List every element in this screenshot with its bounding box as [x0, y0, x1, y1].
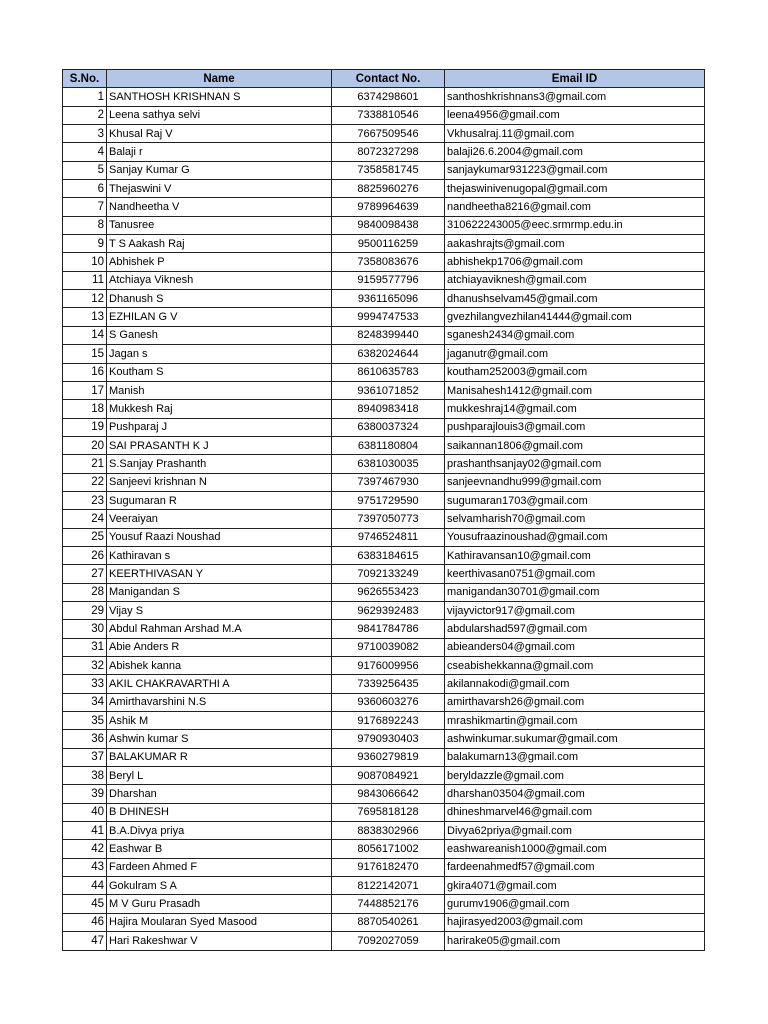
- row-sno: 10: [63, 253, 107, 271]
- table-row: [63, 400, 705, 418]
- row-contact: 9841784786: [332, 620, 445, 638]
- row-sno: 37: [63, 748, 107, 766]
- row-email: gurumv1906@gmail.com: [445, 895, 705, 913]
- row-sno: 12: [63, 290, 107, 308]
- row-sno: 47: [63, 932, 107, 950]
- table-row: [63, 418, 705, 436]
- row-email: atchiayaviknesh@gmail.com: [445, 271, 705, 289]
- row-sno: 15: [63, 345, 107, 363]
- row-contact: 9360603276: [332, 693, 445, 711]
- row-email: jaganutr@gmail.com: [445, 345, 705, 363]
- row-email: mukkeshraj14@gmail.com: [445, 400, 705, 418]
- email-header: Email ID: [445, 70, 705, 88]
- row-contact: 8056171002: [332, 840, 445, 858]
- table-row: [63, 125, 705, 143]
- row-name: Yousuf Raazi Noushad: [107, 528, 332, 546]
- row-contact: 8838302966: [332, 822, 445, 840]
- row-contact: 7358083676: [332, 253, 445, 271]
- row-email: Kathiravansan10@gmail.com: [445, 546, 705, 564]
- row-sno: 4: [63, 143, 107, 161]
- row-sno: 43: [63, 858, 107, 876]
- table-row: [63, 601, 705, 619]
- row-contact: 9840098438: [332, 216, 445, 234]
- row-name: Atchiaya Viknesh: [107, 271, 332, 289]
- row-name: Dhanush S: [107, 290, 332, 308]
- row-sno: 11: [63, 271, 107, 289]
- row-name: Khusal Raj V: [107, 125, 332, 143]
- contact-header: Contact No.: [332, 70, 445, 88]
- row-contact: 7339256435: [332, 675, 445, 693]
- row-name: Beryl L: [107, 767, 332, 785]
- row-sno: 42: [63, 840, 107, 858]
- row-name: Abishek kanna: [107, 657, 332, 675]
- row-contact: 7338810546: [332, 106, 445, 124]
- table-row: [63, 455, 705, 473]
- table-row: [63, 932, 705, 950]
- row-email: nandheetha8216@gmail.com: [445, 198, 705, 216]
- row-sno: 18: [63, 400, 107, 418]
- table-row: [63, 271, 705, 289]
- row-name: M V Guru Prasadh: [107, 895, 332, 913]
- table-row: [63, 913, 705, 931]
- row-contact: 7092027059: [332, 932, 445, 950]
- row-contact: 9176182470: [332, 858, 445, 876]
- row-contact: 7448852176: [332, 895, 445, 913]
- row-sno: 24: [63, 510, 107, 528]
- row-sno: 17: [63, 381, 107, 399]
- row-sno: 1: [63, 88, 107, 106]
- row-email: prashanthsanjay02@gmail.com: [445, 455, 705, 473]
- row-email: Yousufraazinoushad@gmail.com: [445, 528, 705, 546]
- table-row: [63, 583, 705, 601]
- row-sno: 28: [63, 583, 107, 601]
- table-row: [63, 858, 705, 876]
- row-email: sganesh2434@gmail.com: [445, 326, 705, 344]
- table-row: [63, 546, 705, 564]
- row-sno: 6: [63, 180, 107, 198]
- table-row: [63, 748, 705, 766]
- row-email: eashwareanish1000@gmail.com: [445, 840, 705, 858]
- table-row: [63, 216, 705, 234]
- row-contact: 6383184615: [332, 546, 445, 564]
- row-email: balaji26.6.2004@gmail.com: [445, 143, 705, 161]
- row-contact: 7358581745: [332, 161, 445, 179]
- row-name: T S Aakash Raj: [107, 235, 332, 253]
- row-sno: 30: [63, 620, 107, 638]
- row-email: abieanders04@gmail.com: [445, 638, 705, 656]
- table-row: [63, 510, 705, 528]
- row-email: Manisahesh1412@gmail.com: [445, 381, 705, 399]
- row-email: hajirasyed2003@gmail.com: [445, 913, 705, 931]
- row-contact: 9629392483: [332, 601, 445, 619]
- row-name: Pushparaj J: [107, 418, 332, 436]
- row-name: Veeraiyan: [107, 510, 332, 528]
- row-name: Gokulram S A: [107, 877, 332, 895]
- row-name: Fardeen Ahmed F: [107, 858, 332, 876]
- row-sno: 19: [63, 418, 107, 436]
- row-name: Abhishek P: [107, 253, 332, 271]
- row-name: Vijay S: [107, 601, 332, 619]
- row-email: abhishekp1706@gmail.com: [445, 253, 705, 271]
- table-row: [63, 657, 705, 675]
- table-row: [63, 363, 705, 381]
- table-row: [63, 675, 705, 693]
- row-sno: 29: [63, 601, 107, 619]
- row-name: Sugumaran R: [107, 491, 332, 509]
- table-row: [63, 877, 705, 895]
- row-sno: 38: [63, 767, 107, 785]
- table-row: [63, 565, 705, 583]
- row-sno: 7: [63, 198, 107, 216]
- table-row: [63, 235, 705, 253]
- row-email: leena4956@gmail.com: [445, 106, 705, 124]
- row-name: Manigandan S: [107, 583, 332, 601]
- row-sno: 35: [63, 712, 107, 730]
- table-row: [63, 638, 705, 656]
- row-name: Balaji r: [107, 143, 332, 161]
- row-contact: 7397050773: [332, 510, 445, 528]
- contact-table: [62, 69, 705, 951]
- table-row: [63, 620, 705, 638]
- row-sno: 41: [63, 822, 107, 840]
- table-row: [63, 822, 705, 840]
- row-email: koutham252003@gmail.com: [445, 363, 705, 381]
- row-sno: 8: [63, 216, 107, 234]
- row-contact: 9500116259: [332, 235, 445, 253]
- row-email: selvamharish70@gmail.com: [445, 510, 705, 528]
- row-contact: 8248399440: [332, 326, 445, 344]
- row-sno: 9: [63, 235, 107, 253]
- row-name: Thejaswini V: [107, 180, 332, 198]
- table-row: [63, 180, 705, 198]
- row-name: Kathiravan s: [107, 546, 332, 564]
- row-email: gkira4071@gmail.com: [445, 877, 705, 895]
- table-row: [63, 198, 705, 216]
- row-email: beryldazzle@gmail.com: [445, 767, 705, 785]
- row-email: balakumarn13@gmail.com: [445, 748, 705, 766]
- row-sno: 25: [63, 528, 107, 546]
- row-sno: 22: [63, 473, 107, 491]
- row-email: akilannakodi@gmail.com: [445, 675, 705, 693]
- row-name: EZHILAN G V: [107, 308, 332, 326]
- row-name: S.Sanjay Prashanth: [107, 455, 332, 473]
- row-contact: 8072327298: [332, 143, 445, 161]
- row-sno: 31: [63, 638, 107, 656]
- row-email: sanjaykumar931223@gmail.com: [445, 161, 705, 179]
- table-row: [63, 491, 705, 509]
- row-contact: 9087084921: [332, 767, 445, 785]
- row-email: pushparajlouis3@gmail.com: [445, 418, 705, 436]
- row-email: keerthivasan0751@gmail.com: [445, 565, 705, 583]
- row-name: Koutham S: [107, 363, 332, 381]
- table-row: [63, 88, 705, 106]
- row-contact: 6382024644: [332, 345, 445, 363]
- table-row: [63, 730, 705, 748]
- row-contact: 9361071852: [332, 381, 445, 399]
- table-row: [63, 767, 705, 785]
- row-sno: 3: [63, 125, 107, 143]
- row-sno: 14: [63, 326, 107, 344]
- row-name: Ashik M: [107, 712, 332, 730]
- row-name: Amirthavarshini N.S: [107, 693, 332, 711]
- row-sno: 23: [63, 491, 107, 509]
- row-name: AKIL CHAKRAVARTHI A: [107, 675, 332, 693]
- row-name: Ashwin kumar S: [107, 730, 332, 748]
- row-contact: 9360279819: [332, 748, 445, 766]
- row-email: mrashikmartin@gmail.com: [445, 712, 705, 730]
- row-name: Abie Anders R: [107, 638, 332, 656]
- table-row: [63, 290, 705, 308]
- row-email: Vkhusalraj.11@gmail.com: [445, 125, 705, 143]
- row-name: SAI PRASANTH K J: [107, 436, 332, 454]
- row-name: Jagan s: [107, 345, 332, 363]
- table-row: [63, 161, 705, 179]
- row-name: KEERTHIVASAN Y: [107, 565, 332, 583]
- row-email: 310622243005@eec.srmrmp.edu.in: [445, 216, 705, 234]
- row-contact: 9751729590: [332, 491, 445, 509]
- name-header: Name: [107, 70, 332, 88]
- row-contact: 7695818128: [332, 803, 445, 821]
- header-row: [63, 70, 705, 88]
- row-email: harirake05@gmail.com: [445, 932, 705, 950]
- row-sno: 32: [63, 657, 107, 675]
- row-contact: 9790930403: [332, 730, 445, 748]
- row-name: Mukkesh Raj: [107, 400, 332, 418]
- row-email: abdularshad597@gmail.com: [445, 620, 705, 638]
- row-contact: 9159577796: [332, 271, 445, 289]
- table-row: [63, 308, 705, 326]
- row-contact: 8825960276: [332, 180, 445, 198]
- row-contact: 6381180804: [332, 436, 445, 454]
- row-name: B.A.Divya priya: [107, 822, 332, 840]
- table-row: [63, 345, 705, 363]
- row-contact: 9361165096: [332, 290, 445, 308]
- row-contact: 8610635783: [332, 363, 445, 381]
- row-sno: 40: [63, 803, 107, 821]
- row-sno: 26: [63, 546, 107, 564]
- row-sno: 36: [63, 730, 107, 748]
- table-row: [63, 143, 705, 161]
- table-row: [63, 693, 705, 711]
- row-name: B DHINESH: [107, 803, 332, 821]
- table-row: [63, 326, 705, 344]
- row-email: gvezhilangvezhilan41444@gmail.com: [445, 308, 705, 326]
- table-row: [63, 473, 705, 491]
- table-row: [63, 785, 705, 803]
- row-name: Hari Rakeshwar V: [107, 932, 332, 950]
- row-contact: 7397467930: [332, 473, 445, 491]
- row-contact: 8940983418: [332, 400, 445, 418]
- row-sno: 2: [63, 106, 107, 124]
- row-contact: 9626553423: [332, 583, 445, 601]
- row-contact: 9789964639: [332, 198, 445, 216]
- row-name: Hajira Moularan Syed Masood: [107, 913, 332, 931]
- row-contact: 8122142071: [332, 877, 445, 895]
- row-contact: 7092133249: [332, 565, 445, 583]
- row-email: dhineshmarvel46@gmail.com: [445, 803, 705, 821]
- row-email: sugumaran1703@gmail.com: [445, 491, 705, 509]
- row-email: manigandan30701@gmail.com: [445, 583, 705, 601]
- row-contact: 6374298601: [332, 88, 445, 106]
- row-name: Abdul Rahman Arshad M.A: [107, 620, 332, 638]
- row-sno: 34: [63, 693, 107, 711]
- row-contact: 9994747533: [332, 308, 445, 326]
- table-row: [63, 253, 705, 271]
- row-email: ashwinkumar.sukumar@gmail.com: [445, 730, 705, 748]
- row-name: SANTHOSH KRISHNAN S: [107, 88, 332, 106]
- table-row: [63, 381, 705, 399]
- row-sno: 39: [63, 785, 107, 803]
- row-name: BALAKUMAR R: [107, 748, 332, 766]
- row-sno: 46: [63, 913, 107, 931]
- row-email: fardeenahmedf57@gmail.com: [445, 858, 705, 876]
- row-name: S Ganesh: [107, 326, 332, 344]
- row-email: cseabishekkanna@gmail.com: [445, 657, 705, 675]
- row-email: dhanushselvam45@gmail.com: [445, 290, 705, 308]
- row-email: amirthavarsh26@gmail.com: [445, 693, 705, 711]
- row-name: Sanjay Kumar G: [107, 161, 332, 179]
- row-sno: 44: [63, 877, 107, 895]
- row-contact: 9176892243: [332, 712, 445, 730]
- row-sno: 33: [63, 675, 107, 693]
- row-sno: 13: [63, 308, 107, 326]
- table-row: [63, 803, 705, 821]
- row-email: thejaswinivenugopal@gmail.com: [445, 180, 705, 198]
- row-email: Divya62priya@gmail.com: [445, 822, 705, 840]
- row-name: Manish: [107, 381, 332, 399]
- row-contact: 9843066642: [332, 785, 445, 803]
- row-email: vijayvictor917@gmail.com: [445, 601, 705, 619]
- table-row: [63, 895, 705, 913]
- row-name: Sanjeevi krishnan N: [107, 473, 332, 491]
- row-contact: 9746524811: [332, 528, 445, 546]
- row-email: aakashrajts@gmail.com: [445, 235, 705, 253]
- row-email: santhoshkrishnans3@gmail.com: [445, 88, 705, 106]
- sno-header: S.No.: [63, 70, 107, 88]
- row-contact: 9710039082: [332, 638, 445, 656]
- row-contact: 9176009956: [332, 657, 445, 675]
- row-contact: 6380037324: [332, 418, 445, 436]
- row-name: Leena sathya selvi: [107, 106, 332, 124]
- row-email: saikannan1806@gmail.com: [445, 436, 705, 454]
- row-sno: 16: [63, 363, 107, 381]
- row-email: sanjeevnandhu999@gmail.com: [445, 473, 705, 491]
- row-name: Dharshan: [107, 785, 332, 803]
- row-sno: 45: [63, 895, 107, 913]
- row-email: dharshan03504@gmail.com: [445, 785, 705, 803]
- table-row: [63, 840, 705, 858]
- row-contact: 6381030035: [332, 455, 445, 473]
- row-sno: 21: [63, 455, 107, 473]
- row-sno: 5: [63, 161, 107, 179]
- row-name: Nandheetha V: [107, 198, 332, 216]
- row-sno: 27: [63, 565, 107, 583]
- table-row: [63, 106, 705, 124]
- row-name: Tanusree: [107, 216, 332, 234]
- table-row: [63, 528, 705, 546]
- row-sno: 20: [63, 436, 107, 454]
- row-contact: 7667509546: [332, 125, 445, 143]
- row-contact: 8870540261: [332, 913, 445, 931]
- row-name: Eashwar B: [107, 840, 332, 858]
- table-row: [63, 436, 705, 454]
- table-row: [63, 712, 705, 730]
